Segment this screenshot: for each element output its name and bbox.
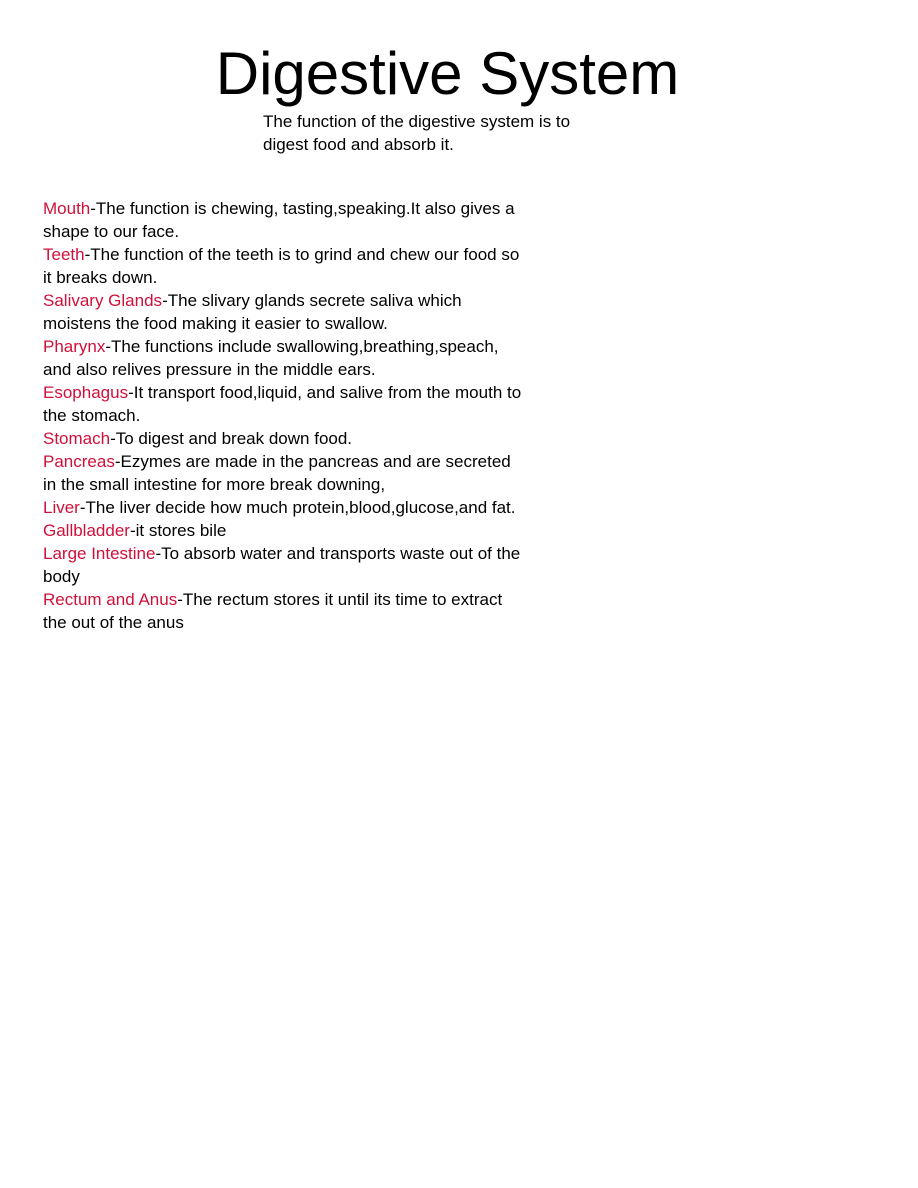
organ-list [43, 197, 573, 634]
organ-description: -It transport food,liquid, and salive from the mouth to [128, 383, 522, 402]
entry-line [43, 289, 573, 312]
entry-line-continuation: and also relives pressure in the middle ears. [43, 360, 376, 379]
organ-entry-large-intestine [43, 542, 573, 588]
entry-line-continuation: the out of the anus [43, 613, 184, 632]
organ-description: -The rectum stores it until its time to extract [177, 590, 503, 609]
organ-term: Esophagus [43, 383, 129, 402]
organ-description: -To digest and break down food. [110, 429, 353, 448]
organ-term: Pharynx [43, 337, 106, 356]
organ-description: -Ezymes are made in the pancreas and are secreted [114, 452, 511, 471]
entry-line [43, 542, 573, 565]
entry-line [43, 496, 573, 519]
organ-description: -The liver decide how much protein,blood,glucose,and fat. [79, 498, 516, 517]
organ-term: Teeth [43, 245, 85, 264]
entry-line [43, 197, 573, 220]
entry-line [43, 335, 573, 358]
organ-entry-pharynx [43, 335, 573, 381]
organ-entry-teeth [43, 243, 573, 289]
entry-line-continuation: the stomach. [43, 406, 141, 425]
organ-description: -The functions include swallowing,breathing,speach, [105, 337, 499, 356]
entry-line [43, 427, 573, 450]
entry-line-continuation: in the small intestine for more break downing, [43, 475, 386, 494]
organ-term: Liver [43, 498, 80, 517]
organ-term: Gallbladder [43, 521, 130, 540]
page-title: Digestive System [215, 40, 680, 107]
organ-description: -The function of the teeth is to grind and chew our food so [84, 245, 520, 264]
intro-line: digest food and absorb it. [263, 135, 454, 154]
entry-line [43, 450, 573, 473]
organ-term: Stomach [43, 429, 111, 448]
entry-line-continuation: it breaks down. [43, 268, 158, 287]
organ-term: Mouth [43, 199, 91, 218]
organ-entry-gallbladder [43, 519, 573, 542]
entry-line-continuation: shape to our face. [43, 222, 180, 241]
organ-entry-rectum-and-anus [43, 588, 573, 634]
organ-description: -The slivary glands secrete saliva which [162, 291, 462, 310]
organ-description: -it stores bile [129, 521, 227, 540]
organ-term: Pancreas [43, 452, 115, 471]
organ-entry-esophagus [43, 381, 573, 427]
organ-entry-stomach [43, 427, 573, 450]
organ-description: -To absorb water and transports waste out of the [155, 544, 521, 563]
entry-line [43, 588, 573, 611]
intro-paragraph [263, 110, 603, 156]
entry-line [43, 519, 573, 542]
organ-term: Salivary Glands [43, 291, 163, 310]
organ-description: -The function is chewing, tasting,speaking.It also gives a [90, 199, 515, 218]
organ-entry-pancreas [43, 450, 573, 496]
organ-term: Large Intestine [43, 544, 156, 563]
entry-line [43, 381, 573, 404]
entry-line-continuation: body [43, 567, 80, 586]
entry-line [43, 243, 573, 266]
entry-line-continuation: moistens the food making it easier to swallow. [43, 314, 388, 333]
intro-line: The function of the digestive system is to [263, 112, 571, 131]
organ-entry-mouth [43, 197, 573, 243]
organ-term: Rectum and Anus [43, 590, 178, 609]
organ-entry-liver [43, 496, 573, 519]
organ-entry-salivary-glands [43, 289, 573, 335]
